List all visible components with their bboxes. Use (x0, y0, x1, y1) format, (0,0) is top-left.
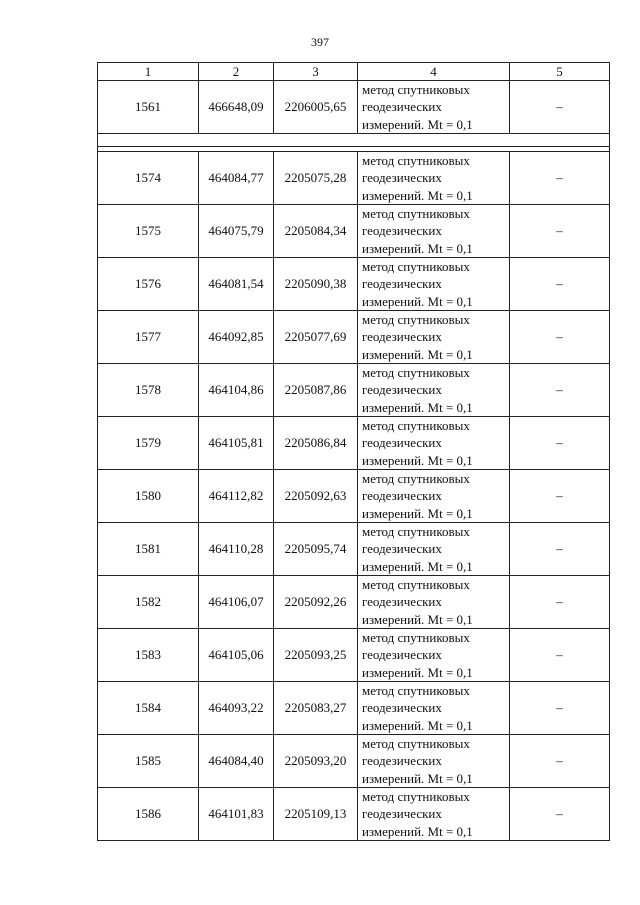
table-row (98, 629, 610, 682)
method-cell (358, 81, 510, 134)
method-line: геодезических (362, 223, 442, 239)
table-gap-row (98, 134, 610, 152)
method-line: измерений. Mt = 0,1 (362, 452, 473, 468)
point-id-cell: 1579 (98, 417, 199, 470)
gap-cell (98, 134, 610, 152)
x-coordinate-cell: 464092,85 (199, 311, 274, 364)
method-line: метод спутниковых (362, 471, 470, 487)
table-row (98, 788, 610, 841)
method-line: геодезических (362, 276, 442, 292)
method-cell (358, 682, 510, 735)
point-id-cell: 1583 (98, 629, 199, 682)
note-cell: – (510, 258, 610, 311)
method-cell (358, 364, 510, 417)
table-row (98, 576, 610, 629)
method-cell (358, 735, 510, 788)
y-coordinate-cell: 2205095,74 (274, 523, 358, 576)
x-coordinate-cell: 464105,06 (199, 629, 274, 682)
method-cell (358, 417, 510, 470)
method-line: геодезических (362, 647, 442, 663)
method-line: метод спутниковых (362, 153, 470, 169)
x-coordinate-cell: 464112,82 (199, 470, 274, 523)
y-coordinate-cell: 2206005,65 (274, 81, 358, 134)
point-id-cell: 1580 (98, 470, 199, 523)
method-cell (358, 576, 510, 629)
note-cell: – (510, 311, 610, 364)
method-line: измерений. Mt = 0,1 (362, 293, 473, 309)
x-coordinate-cell: 464093,22 (199, 682, 274, 735)
table-row (98, 417, 610, 470)
method-line: геодезических (362, 382, 442, 398)
method-cell (358, 523, 510, 576)
method-line: геодезических (362, 753, 442, 769)
note-cell: – (510, 152, 610, 205)
method-line: измерений. Mt = 0,1 (362, 505, 473, 521)
method-line: измерений. Mt = 0,1 (362, 346, 473, 362)
y-coordinate-cell: 2205092,26 (274, 576, 358, 629)
point-id-cell: 1584 (98, 682, 199, 735)
column-header: 5 (510, 63, 610, 81)
table-header-row (98, 63, 610, 81)
table-row (98, 152, 610, 205)
note-cell: – (510, 576, 610, 629)
x-coordinate-cell: 464081,54 (199, 258, 274, 311)
method-line: метод спутниковых (362, 365, 470, 381)
y-coordinate-cell: 2205084,34 (274, 205, 358, 258)
table-row (98, 258, 610, 311)
table-row (98, 682, 610, 735)
page-number: 397 (311, 35, 329, 49)
y-coordinate-cell: 2205075,28 (274, 152, 358, 205)
method-cell (358, 258, 510, 311)
method-line: геодезических (362, 488, 442, 504)
method-line: геодезических (362, 170, 442, 186)
method-line: метод спутниковых (362, 736, 470, 752)
point-id-cell: 1582 (98, 576, 199, 629)
method-line: метод спутниковых (362, 312, 470, 328)
note-cell: – (510, 205, 610, 258)
method-cell (358, 311, 510, 364)
y-coordinate-cell: 2205092,63 (274, 470, 358, 523)
note-cell: – (510, 629, 610, 682)
table-row (98, 311, 610, 364)
method-cell (358, 788, 510, 841)
method-line: геодезических (362, 541, 442, 557)
note-cell: – (510, 364, 610, 417)
y-coordinate-cell: 2205093,25 (274, 629, 358, 682)
x-coordinate-cell: 464075,79 (199, 205, 274, 258)
table-row (98, 523, 610, 576)
table-row (98, 205, 610, 258)
y-coordinate-cell: 2205109,13 (274, 788, 358, 841)
point-id-cell: 1575 (98, 205, 199, 258)
method-line: измерений. Mt = 0,1 (362, 558, 473, 574)
x-coordinate-cell: 464101,83 (199, 788, 274, 841)
y-coordinate-cell: 2205077,69 (274, 311, 358, 364)
method-cell (358, 205, 510, 258)
coordinates-table (97, 62, 610, 841)
note-cell: – (510, 788, 610, 841)
method-line: метод спутниковых (362, 789, 470, 805)
point-id-cell: 1586 (98, 788, 199, 841)
note-cell: – (510, 735, 610, 788)
x-coordinate-cell: 464104,86 (199, 364, 274, 417)
point-id-cell: 1577 (98, 311, 199, 364)
method-line: метод спутниковых (362, 683, 470, 699)
table-row (98, 470, 610, 523)
y-coordinate-cell: 2205090,38 (274, 258, 358, 311)
method-line: метод спутниковых (362, 630, 470, 646)
method-line: метод спутниковых (362, 577, 470, 593)
column-header: 2 (199, 63, 274, 81)
method-line: измерений. Mt = 0,1 (362, 240, 473, 256)
method-cell (358, 629, 510, 682)
point-id-cell: 1578 (98, 364, 199, 417)
y-coordinate-cell: 2205087,86 (274, 364, 358, 417)
y-coordinate-cell: 2205083,27 (274, 682, 358, 735)
method-line: геодезических (362, 435, 442, 451)
method-cell (358, 470, 510, 523)
method-line: метод спутниковых (362, 206, 470, 222)
method-line: геодезических (362, 99, 442, 115)
method-line: метод спутниковых (362, 418, 470, 434)
method-line: измерений. Mt = 0,1 (362, 399, 473, 415)
point-id-cell: 1581 (98, 523, 199, 576)
y-coordinate-cell: 2205086,84 (274, 417, 358, 470)
point-id-cell: 1585 (98, 735, 199, 788)
x-coordinate-cell: 466648,09 (199, 81, 274, 134)
note-cell: – (510, 417, 610, 470)
column-header: 4 (358, 63, 510, 81)
point-id-cell: 1561 (98, 81, 199, 134)
table-row (98, 735, 610, 788)
method-line: метод спутниковых (362, 524, 470, 540)
note-cell: – (510, 682, 610, 735)
method-line: метод спутниковых (362, 82, 470, 98)
method-line: измерений. Mt = 0,1 (362, 611, 473, 627)
method-line: геодезических (362, 329, 442, 345)
method-line: измерений. Mt = 0,1 (362, 664, 473, 680)
method-line: измерений. Mt = 0,1 (362, 116, 473, 132)
note-cell: – (510, 470, 610, 523)
point-id-cell: 1576 (98, 258, 199, 311)
method-line: геодезических (362, 700, 442, 716)
method-line: измерений. Mt = 0,1 (362, 717, 473, 733)
note-cell: – (510, 81, 610, 134)
x-coordinate-cell: 464084,40 (199, 735, 274, 788)
point-id-cell: 1574 (98, 152, 199, 205)
x-coordinate-cell: 464084,77 (199, 152, 274, 205)
method-cell (358, 152, 510, 205)
x-coordinate-cell: 464110,28 (199, 523, 274, 576)
note-cell: – (510, 523, 610, 576)
table-row (98, 81, 610, 134)
y-coordinate-cell: 2205093,20 (274, 735, 358, 788)
column-header: 3 (274, 63, 358, 81)
method-line: измерений. Mt = 0,1 (362, 770, 473, 786)
method-line: геодезических (362, 594, 442, 610)
table-row (98, 364, 610, 417)
column-header: 1 (98, 63, 199, 81)
x-coordinate-cell: 464106,07 (199, 576, 274, 629)
method-line: геодезических (362, 806, 442, 822)
method-line: измерений. Mt = 0,1 (362, 187, 473, 203)
method-line: метод спутниковых (362, 259, 470, 275)
x-coordinate-cell: 464105,81 (199, 417, 274, 470)
method-line: измерений. Mt = 0,1 (362, 823, 473, 839)
